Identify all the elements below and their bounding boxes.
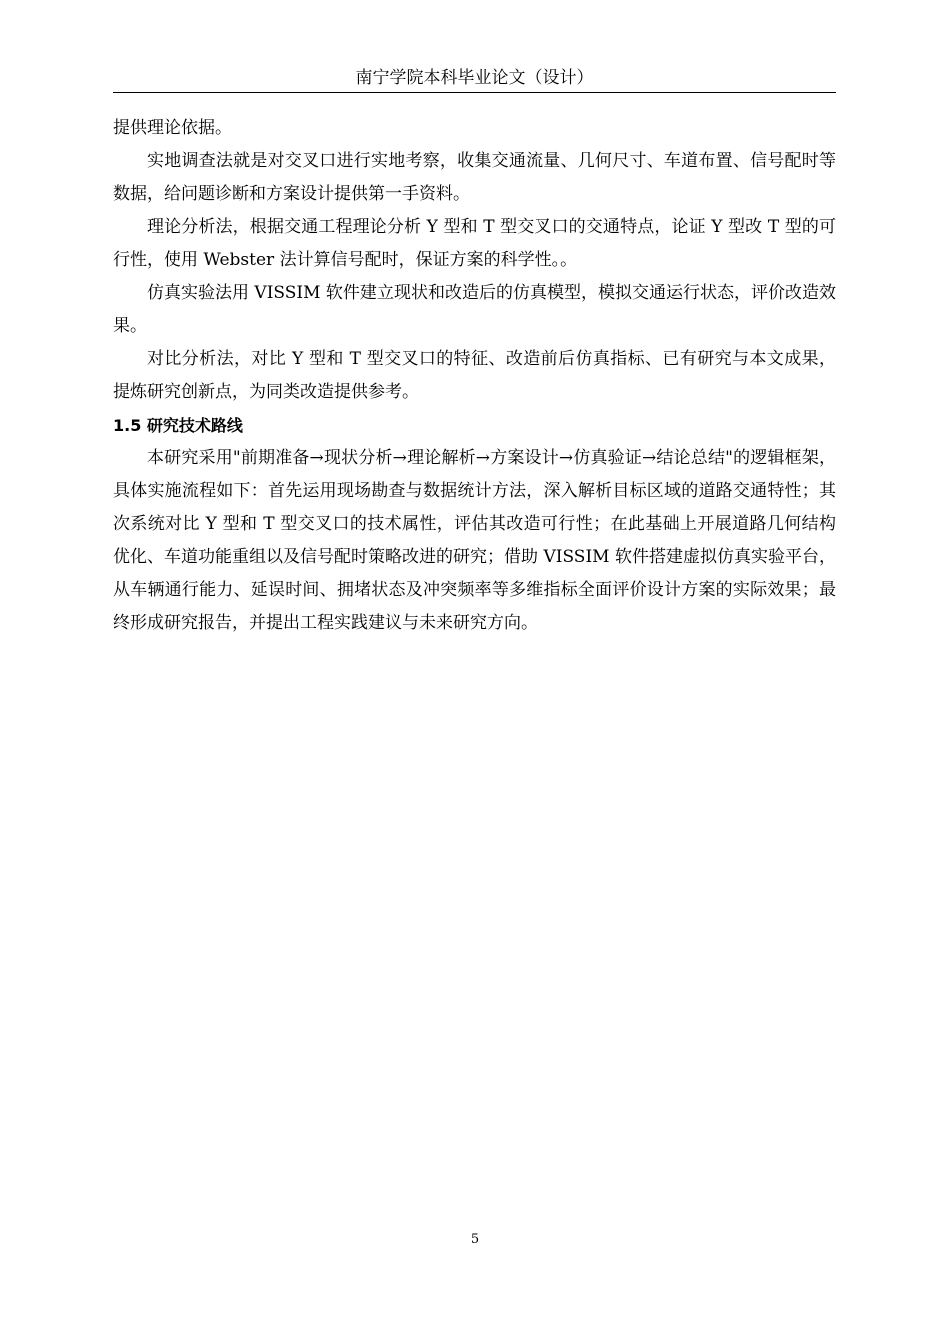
paragraph-continuation: 提供理论依据。 (113, 118, 232, 138)
page-header (113, 64, 836, 93)
section-heading: 1.5 研究技术路线 (113, 416, 243, 435)
paragraph-simulation: 仿真实验法用 VISSIM 软件建立现状和改造后的仿真模型，模拟交通运行状态，评价改造效果。 (113, 283, 836, 336)
page-number: 5 (470, 1232, 480, 1247)
document-body (113, 112, 836, 640)
paragraph-theoretical-analysis: 理论分析法，根据交通工程理论分析 Y 型和 T 型交叉口的交通特点，论证 Y 型改 T 型的可行性，使用 Webster 法计算信号配时，保证方案的科学性。。 (113, 217, 836, 270)
header-title: 南宁学院本科毕业论文（设计） (355, 68, 594, 88)
paragraph-field-survey: 实地调查法就是对交叉口进行实地考察，收集交通流量、几何尺寸、车道布置、信号配时等数据，给问题诊断和方案设计提供第一手资料。 (113, 151, 836, 204)
paragraph-technical-route: 本研究采用"前期准备→现状分析→理论解析→方案设计→仿真验证→结论总结"的逻辑框架，具体实施流程如下：首先运用现场勘查与数据统计方法，深入解析目标区域的道路交通特性；其次系统对比 Y 型和 T 型交叉口的技术属性，评估其改造可行性；在此基础上开展道路几何结构优化、车道功能重组以及信号配时策略改进的研究；借助 VISSIM 软件搭建虚拟仿真实验平台，从车辆通行能力、延误时间、拥堵状态及冲突频率等多维指标全面评价设计方案的实际效果；最终形成研究报告，并提出工程实践建议与未来研究方向。 (113, 448, 836, 633)
paragraph-comparative-analysis: 对比分析法，对比 Y 型和 T 型交叉口的特征、改造前后仿真指标、已有研究与本文成果，提炼研究创新点，为同类改造提供参考。 (113, 349, 836, 402)
